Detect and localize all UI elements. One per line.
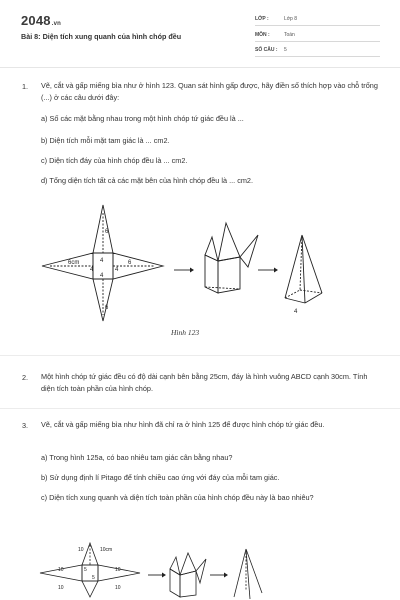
- question-1-b: b) Diện tích mỗi mặt tam giác là ... cm2.: [41, 136, 170, 145]
- question-3-a: a) Trong hình 125a, có bao nhiêu tam giác cân bằng nhau?: [41, 453, 233, 462]
- question-1-c: c) Diện tích đáy của hình chóp đều là ... cm2.: [41, 156, 188, 165]
- net-label-base-left: 4: [90, 267, 94, 273]
- net-label-base-right: 4: [115, 267, 119, 273]
- net-label-h: 6: [105, 229, 109, 235]
- page-header: [0, 0, 400, 68]
- arrow-icon: [174, 268, 194, 273]
- figure-125-fold: [170, 553, 206, 597]
- logo-suffix: .vn: [51, 21, 62, 27]
- question-3-number: 3.: [22, 421, 29, 430]
- fig125-label-a: 10: [78, 547, 84, 553]
- pyramid-label-base: 4: [294, 309, 298, 315]
- section-divider: [0, 355, 400, 356]
- net-label-base-top: 4: [100, 258, 104, 264]
- meta-key: SỐ CÂU :: [255, 47, 278, 53]
- logo-text: 2048: [21, 13, 51, 28]
- meta-value: 5: [284, 47, 287, 53]
- arrow-icon: [258, 268, 278, 273]
- section-divider: [0, 408, 400, 409]
- net-label-w: 6cm: [68, 260, 80, 266]
- question-1-d: d) Tổng diện tích tất cả các mặt bên của hình chóp đều là ... cm2.: [41, 176, 254, 185]
- meta-value: Lớp 8: [284, 16, 298, 22]
- question-3-c: c) Diện tích xung quanh và diện tích toàn phần của hình chóp đều này là bao nhiêu?: [41, 493, 314, 502]
- net-label-w2: 6: [128, 260, 132, 266]
- question-2-number: 2.: [22, 373, 29, 382]
- meta-key: MÔN :: [255, 32, 270, 38]
- fig125-label-right: 10: [115, 567, 121, 573]
- question-1-a: a) Số các mặt bằng nhau trong một hình chóp tứ giác đều là ...: [41, 114, 244, 123]
- meta-class-row: [255, 15, 380, 26]
- net-label-h2: 6: [105, 305, 109, 311]
- fig125-label-left: 10: [58, 567, 64, 573]
- fig125-label-s2: 5: [92, 575, 95, 581]
- question-1-text: Vẽ, cắt và gấp miếng bìa như ở hình 123. Quan sát hình gấp được, hãy điền số thích hợp vào chỗ trống (...) ở các câu dưới đây:: [41, 81, 378, 102]
- fig125-label-b: 10cm: [100, 547, 113, 553]
- site-logo[interactable]: [21, 13, 61, 28]
- question-2-text: Một hình chóp tứ giác đều có độ dài cạnh bên bằng 25cm, đáy là hình vuông ABCD cạnh 30cm. Tính diện tích toàn phần của hình chóp.: [41, 372, 368, 393]
- folding-net: [205, 223, 258, 293]
- pyramid-solid: [285, 235, 322, 303]
- figure-125-net: [40, 543, 140, 597]
- arrow-icon: [148, 573, 166, 578]
- figure-125-pyramid: [234, 549, 262, 599]
- meta-key: LỚP :: [255, 16, 269, 22]
- header-separator: [0, 67, 400, 68]
- net-label-base-bottom: 4: [100, 273, 104, 279]
- question-3-text: Vẽ, cắt và gấp miếng bìa như hình đã chỉ ra ở hình 125 để được hình chóp tứ giác đều.: [41, 420, 325, 429]
- meta-subject-row: [255, 31, 380, 42]
- question-1-number: 1.: [22, 82, 29, 91]
- meta-count-row: [255, 46, 380, 57]
- question-3-b: b) Sử dụng định lí Pitago để tính chiều cao ứng với đáy của mỗi tam giác.: [41, 473, 280, 482]
- arrow-icon: [210, 573, 228, 578]
- figure-123: [0, 195, 400, 345]
- fig125-label-br: 10: [115, 585, 121, 591]
- meta-value: Toán: [284, 32, 295, 38]
- figure-125: [0, 535, 400, 600]
- fig125-label-bl: 10: [58, 585, 64, 591]
- figure-123-caption: Hình 123: [171, 328, 200, 337]
- document-title: Bài 8: Diện tích xung quanh của hình chóp đều: [21, 32, 182, 41]
- fig125-label-s1: 5: [84, 567, 87, 573]
